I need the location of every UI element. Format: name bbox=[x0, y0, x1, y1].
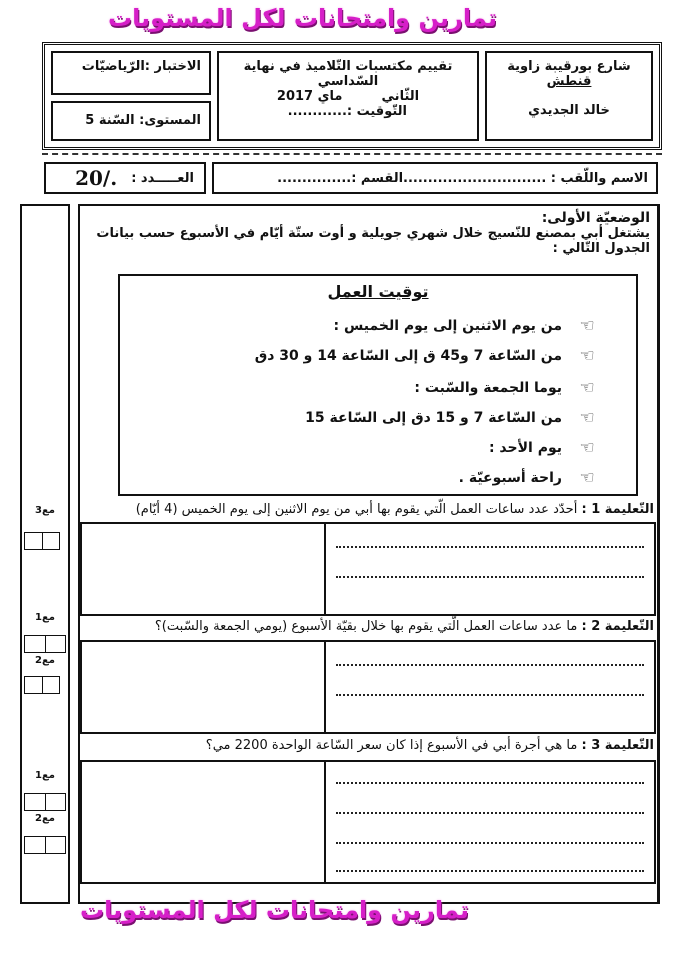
pointing-hand-icon: ☜ bbox=[579, 316, 595, 336]
mark-label: مع2 bbox=[35, 813, 55, 824]
answer-area-q1[interactable] bbox=[324, 522, 656, 616]
school-box bbox=[485, 51, 653, 141]
pointing-hand-icon: ☜ bbox=[579, 438, 595, 458]
question-3 bbox=[80, 738, 660, 753]
answer-line[interactable] bbox=[336, 576, 644, 578]
situation-title: الوضعيّة الأولى: bbox=[541, 210, 650, 226]
schedule-row bbox=[144, 344, 612, 368]
mark-box[interactable] bbox=[24, 793, 66, 811]
work-area-q2[interactable] bbox=[80, 640, 326, 734]
mark-label: مع1 bbox=[35, 770, 55, 781]
separator-line bbox=[42, 153, 662, 155]
question-text: ما عدد ساعات العمل الّتي يقوم بها خلال بقيّة الأسبوع (يومي الجمعة والسّبت)؟ bbox=[154, 619, 578, 634]
question-2 bbox=[80, 619, 660, 634]
subject-box bbox=[51, 51, 211, 95]
exam-title-box bbox=[217, 51, 479, 141]
pointing-hand-icon: ☜ bbox=[579, 408, 595, 428]
header-frame bbox=[42, 42, 662, 150]
exam-title-line2 bbox=[219, 89, 477, 104]
pointing-hand-icon: ☜ bbox=[579, 378, 595, 398]
teacher-name: خالد الجديدي bbox=[528, 103, 610, 118]
semester-label: الثّاني bbox=[381, 89, 420, 104]
level-box bbox=[51, 101, 211, 141]
question-label: التّعليمة 3 : bbox=[581, 738, 654, 753]
schedule-row bbox=[144, 466, 612, 490]
situation-text-line1: يشتغل أبي بمصنع للنّسيج خلال شهري جويلية و أوت ستّة أيّام في الأسبوع حسب بيانات bbox=[96, 226, 650, 241]
level-label: المستوى: السّنة 5 bbox=[85, 113, 201, 128]
mark-box[interactable] bbox=[24, 635, 66, 653]
work-area-q3[interactable] bbox=[80, 760, 326, 884]
mark-group-q1 bbox=[22, 505, 68, 550]
schedule-text: من السّاعة 7 و 15 دق إلى السّاعة 15 bbox=[305, 410, 562, 426]
grade-total: 20/. bbox=[75, 166, 118, 190]
schedule-box bbox=[118, 274, 638, 496]
exam-title-line1: تقييم مكتسبات التّلاميذ في نهاية السّداسي bbox=[243, 59, 453, 89]
grade-box bbox=[44, 162, 206, 194]
timing-field[interactable]: التّوقيت :............ bbox=[287, 104, 407, 119]
mark-group-q2 bbox=[22, 612, 68, 694]
answer-line[interactable] bbox=[336, 546, 644, 548]
answer-area-q3[interactable] bbox=[324, 760, 656, 884]
mark-box[interactable] bbox=[24, 532, 60, 550]
schedule-text: من يوم الاثنين إلى يوم الخميس : bbox=[333, 318, 562, 334]
mark-label: مع3 bbox=[35, 505, 55, 516]
schedule-text: يوما الجمعة والسّبت : bbox=[414, 380, 562, 396]
schedule-row bbox=[144, 406, 612, 430]
schedule-row bbox=[144, 314, 612, 338]
answer-line[interactable] bbox=[336, 664, 644, 666]
answer-line[interactable] bbox=[336, 870, 644, 872]
banner-top: تمارين وامتحانات لكل المستويات bbox=[108, 4, 497, 32]
situation-block bbox=[90, 210, 650, 256]
pointing-hand-icon: ☜ bbox=[579, 468, 595, 488]
answer-line[interactable] bbox=[336, 812, 644, 814]
pointing-hand-icon: ☜ bbox=[579, 346, 595, 366]
mark-box[interactable] bbox=[24, 676, 60, 694]
question-text: أحدّد عدد ساعات العمل الّتي يقوم بها أبي من يوم الاثنين إلى يوم الخميس (4 أيّام) bbox=[135, 502, 578, 517]
mark-label: مع2 bbox=[35, 655, 55, 666]
answer-line[interactable] bbox=[336, 782, 644, 784]
work-area-q1[interactable] bbox=[80, 522, 326, 616]
schedule-row bbox=[144, 436, 612, 460]
grade-label: العـــــدد : bbox=[131, 170, 194, 186]
student-name-field[interactable]: الاسم واللّقب : .............................القسم :............... bbox=[277, 171, 648, 186]
schedule-title: توقيت العمل bbox=[327, 282, 429, 301]
answer-area-q2[interactable] bbox=[324, 640, 656, 734]
mark-group-q3 bbox=[22, 770, 68, 854]
subject-label: الاختبار :الرّياضيّات bbox=[81, 59, 201, 74]
question-label: التّعليمة 1 : bbox=[581, 502, 654, 517]
answer-line[interactable] bbox=[336, 694, 644, 696]
mark-label: مع1 bbox=[35, 612, 55, 623]
school-line1: شارع بورقيبة زاوية bbox=[507, 59, 631, 74]
mark-box[interactable] bbox=[24, 836, 66, 854]
exam-date: ماي 2017 bbox=[276, 89, 343, 104]
question-label: التّعليمة 2 : bbox=[581, 619, 654, 634]
question-text: ما هي أجرة أبي في الأسبوع إذا كان سعر السّاعة الواحدة 2200 مي؟ bbox=[205, 738, 578, 753]
schedule-text: يوم الأحد : bbox=[488, 440, 562, 456]
schedule-text: راحة أسبوعيّة . bbox=[458, 470, 562, 486]
schedule-text: من السّاعة 7 و45 ق إلى السّاعة 14 و 30 دق bbox=[254, 348, 562, 364]
student-name-box bbox=[212, 162, 658, 194]
situation-text-line2: الجدول التّالي : bbox=[552, 241, 650, 256]
banner-bottom: تمارين وامتحانات لكل المستويات bbox=[80, 896, 469, 924]
question-1 bbox=[80, 502, 660, 517]
answer-line[interactable] bbox=[336, 842, 644, 844]
school-line2: قنطش bbox=[546, 74, 592, 89]
schedule-row bbox=[144, 376, 612, 400]
